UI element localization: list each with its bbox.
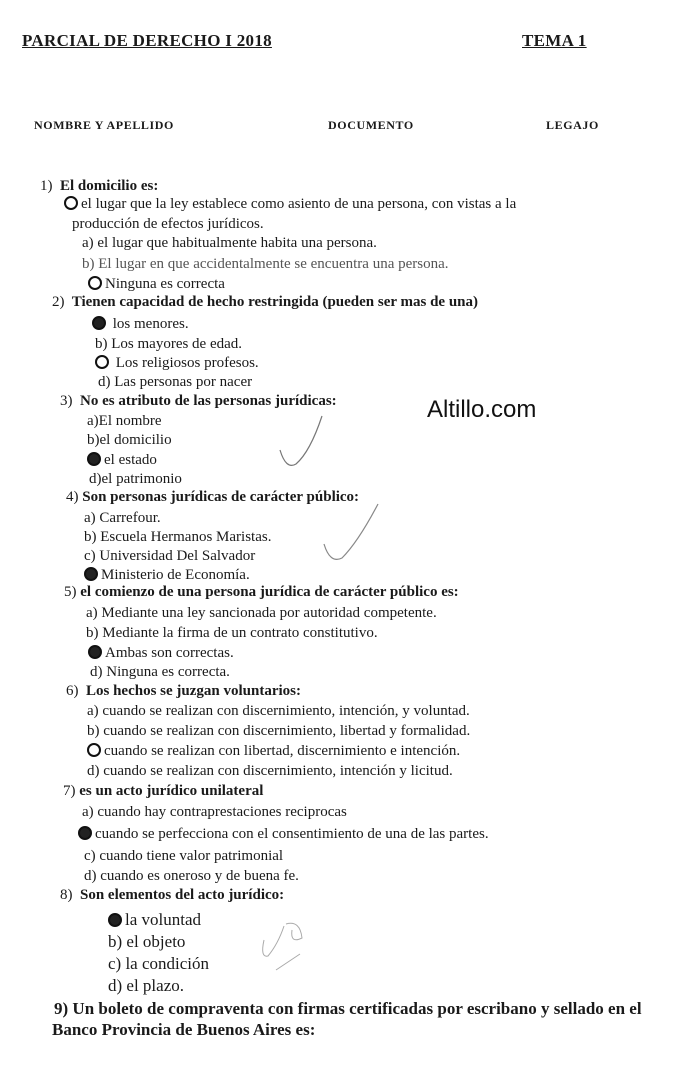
q6-option-b: b) cuando se realizan con discernimiento, libertad y formalidad.	[87, 723, 471, 739]
q1-option-a-cont: producción de efectos jurídicos.	[72, 216, 264, 232]
question-2: 2) Tienen capacidad de hecho restringida (pueden ser mas de una)	[52, 294, 479, 310]
answer-mark-icon	[92, 316, 106, 330]
q3-option-c: el estado	[87, 452, 157, 469]
q4-option-b: b) Escuela Hermanos Maristas.	[84, 529, 272, 545]
q8-option-b: b) el objeto	[108, 932, 186, 951]
q2-option-b: b) Los mayores de edad.	[95, 336, 243, 352]
handwritten-mark-icon	[256, 904, 316, 974]
q2-option-d: d) Las personas por nacer	[98, 374, 253, 390]
question-1: 1) El domicilio es:	[40, 178, 159, 194]
q1-option-c: b) El lugar en que accidentalmente se encuentra una persona.	[82, 256, 449, 272]
handwritten-check-icon	[276, 412, 326, 472]
q2-option-c: Los religiosos profesos.	[95, 355, 259, 372]
q4-option-c: c) Universidad Del Salvador	[84, 548, 256, 564]
q8-option-d: d) el plazo.	[108, 976, 184, 995]
q2-option-a: los menores.	[92, 316, 189, 333]
answer-mark-icon	[84, 567, 98, 581]
question-9: 9) Un boleto de compraventa con firmas certificadas por escribano y sellado en el	[54, 999, 642, 1018]
answer-mark-icon	[64, 196, 78, 210]
question-6: 6) Los hechos se juzgan voluntarios:	[66, 683, 302, 699]
question-4: 4) Son personas jurídicas de carácter público:	[66, 489, 360, 505]
answer-mark-icon	[88, 645, 102, 659]
q5-option-a: a) Mediante una ley sancionada por autoridad competente.	[86, 605, 437, 621]
field-nombre: NOMBRE Y APELLIDO	[34, 118, 174, 132]
q3-option-d: d)el patrimonio	[89, 471, 182, 487]
question-9-cont: Banco Provincia de Buenos Aires es:	[52, 1020, 316, 1039]
question-3: 3) No es atributo de las personas jurídicas:	[60, 393, 337, 409]
q4-option-d: Ministerio de Economía.	[84, 567, 250, 584]
q5-option-b: b) Mediante la firma de un contrato constitutivo.	[86, 625, 378, 641]
field-legajo: LEGAJO	[546, 118, 599, 132]
q6-option-d: d) cuando se realizan con discernimiento, intención y licitud.	[87, 763, 453, 779]
exam-tema: TEMA 1	[522, 31, 587, 50]
handwritten-check-icon	[318, 500, 382, 566]
q7-option-a: a) cuando hay contraprestaciones reciprocas	[82, 804, 347, 820]
answer-mark-icon	[108, 913, 122, 927]
question-5: 5) el comienzo de una persona jurídica de carácter público es:	[64, 584, 459, 600]
q5-option-c: Ambas son correctas.	[88, 645, 234, 662]
q6-option-c: cuando se realizan con libertad, discernimiento e intención.	[87, 743, 460, 760]
q3-option-a: a)El nombre	[87, 413, 162, 429]
q7-option-c: c) cuando tiene valor patrimonial	[84, 848, 284, 864]
answer-mark-icon	[87, 743, 101, 757]
answer-mark-icon	[88, 276, 102, 290]
altillo-watermark: Altillo.com	[427, 396, 537, 423]
q7-option-b: cuando se perfecciona con el consentimiento de una de las partes.	[78, 826, 489, 843]
q8-option-c: c) la condición	[108, 954, 210, 973]
answer-mark-icon	[87, 452, 101, 466]
q7-option-d: d) cuando es oneroso y de buena fe.	[84, 868, 299, 884]
exam-title: PARCIAL DE DERECHO I 2018	[22, 31, 272, 50]
answer-mark-icon	[78, 826, 92, 840]
q6-option-a: a) cuando se realizan con discernimiento, intención, y voluntad.	[87, 703, 470, 719]
q1-option-d: Ninguna es correcta	[88, 276, 225, 293]
q1-option-b: a) el lugar que habitualmente habita una persona.	[82, 235, 377, 251]
question-8: 8) Son elementos del acto jurídico:	[60, 887, 285, 903]
q4-option-a: a) Carrefour.	[84, 510, 161, 526]
field-documento: DOCUMENTO	[328, 118, 414, 132]
q8-option-a: la voluntad	[108, 910, 201, 930]
q5-option-d: d) Ninguna es correcta.	[90, 664, 230, 680]
q1-option-a: el lugar que la ley establece como asiento de una persona, con vistas a la	[64, 196, 516, 213]
q3-option-b: b)el domicilio	[87, 432, 172, 448]
question-7: 7) es un acto jurídico unilateral	[63, 783, 264, 799]
answer-mark-icon	[95, 355, 109, 369]
